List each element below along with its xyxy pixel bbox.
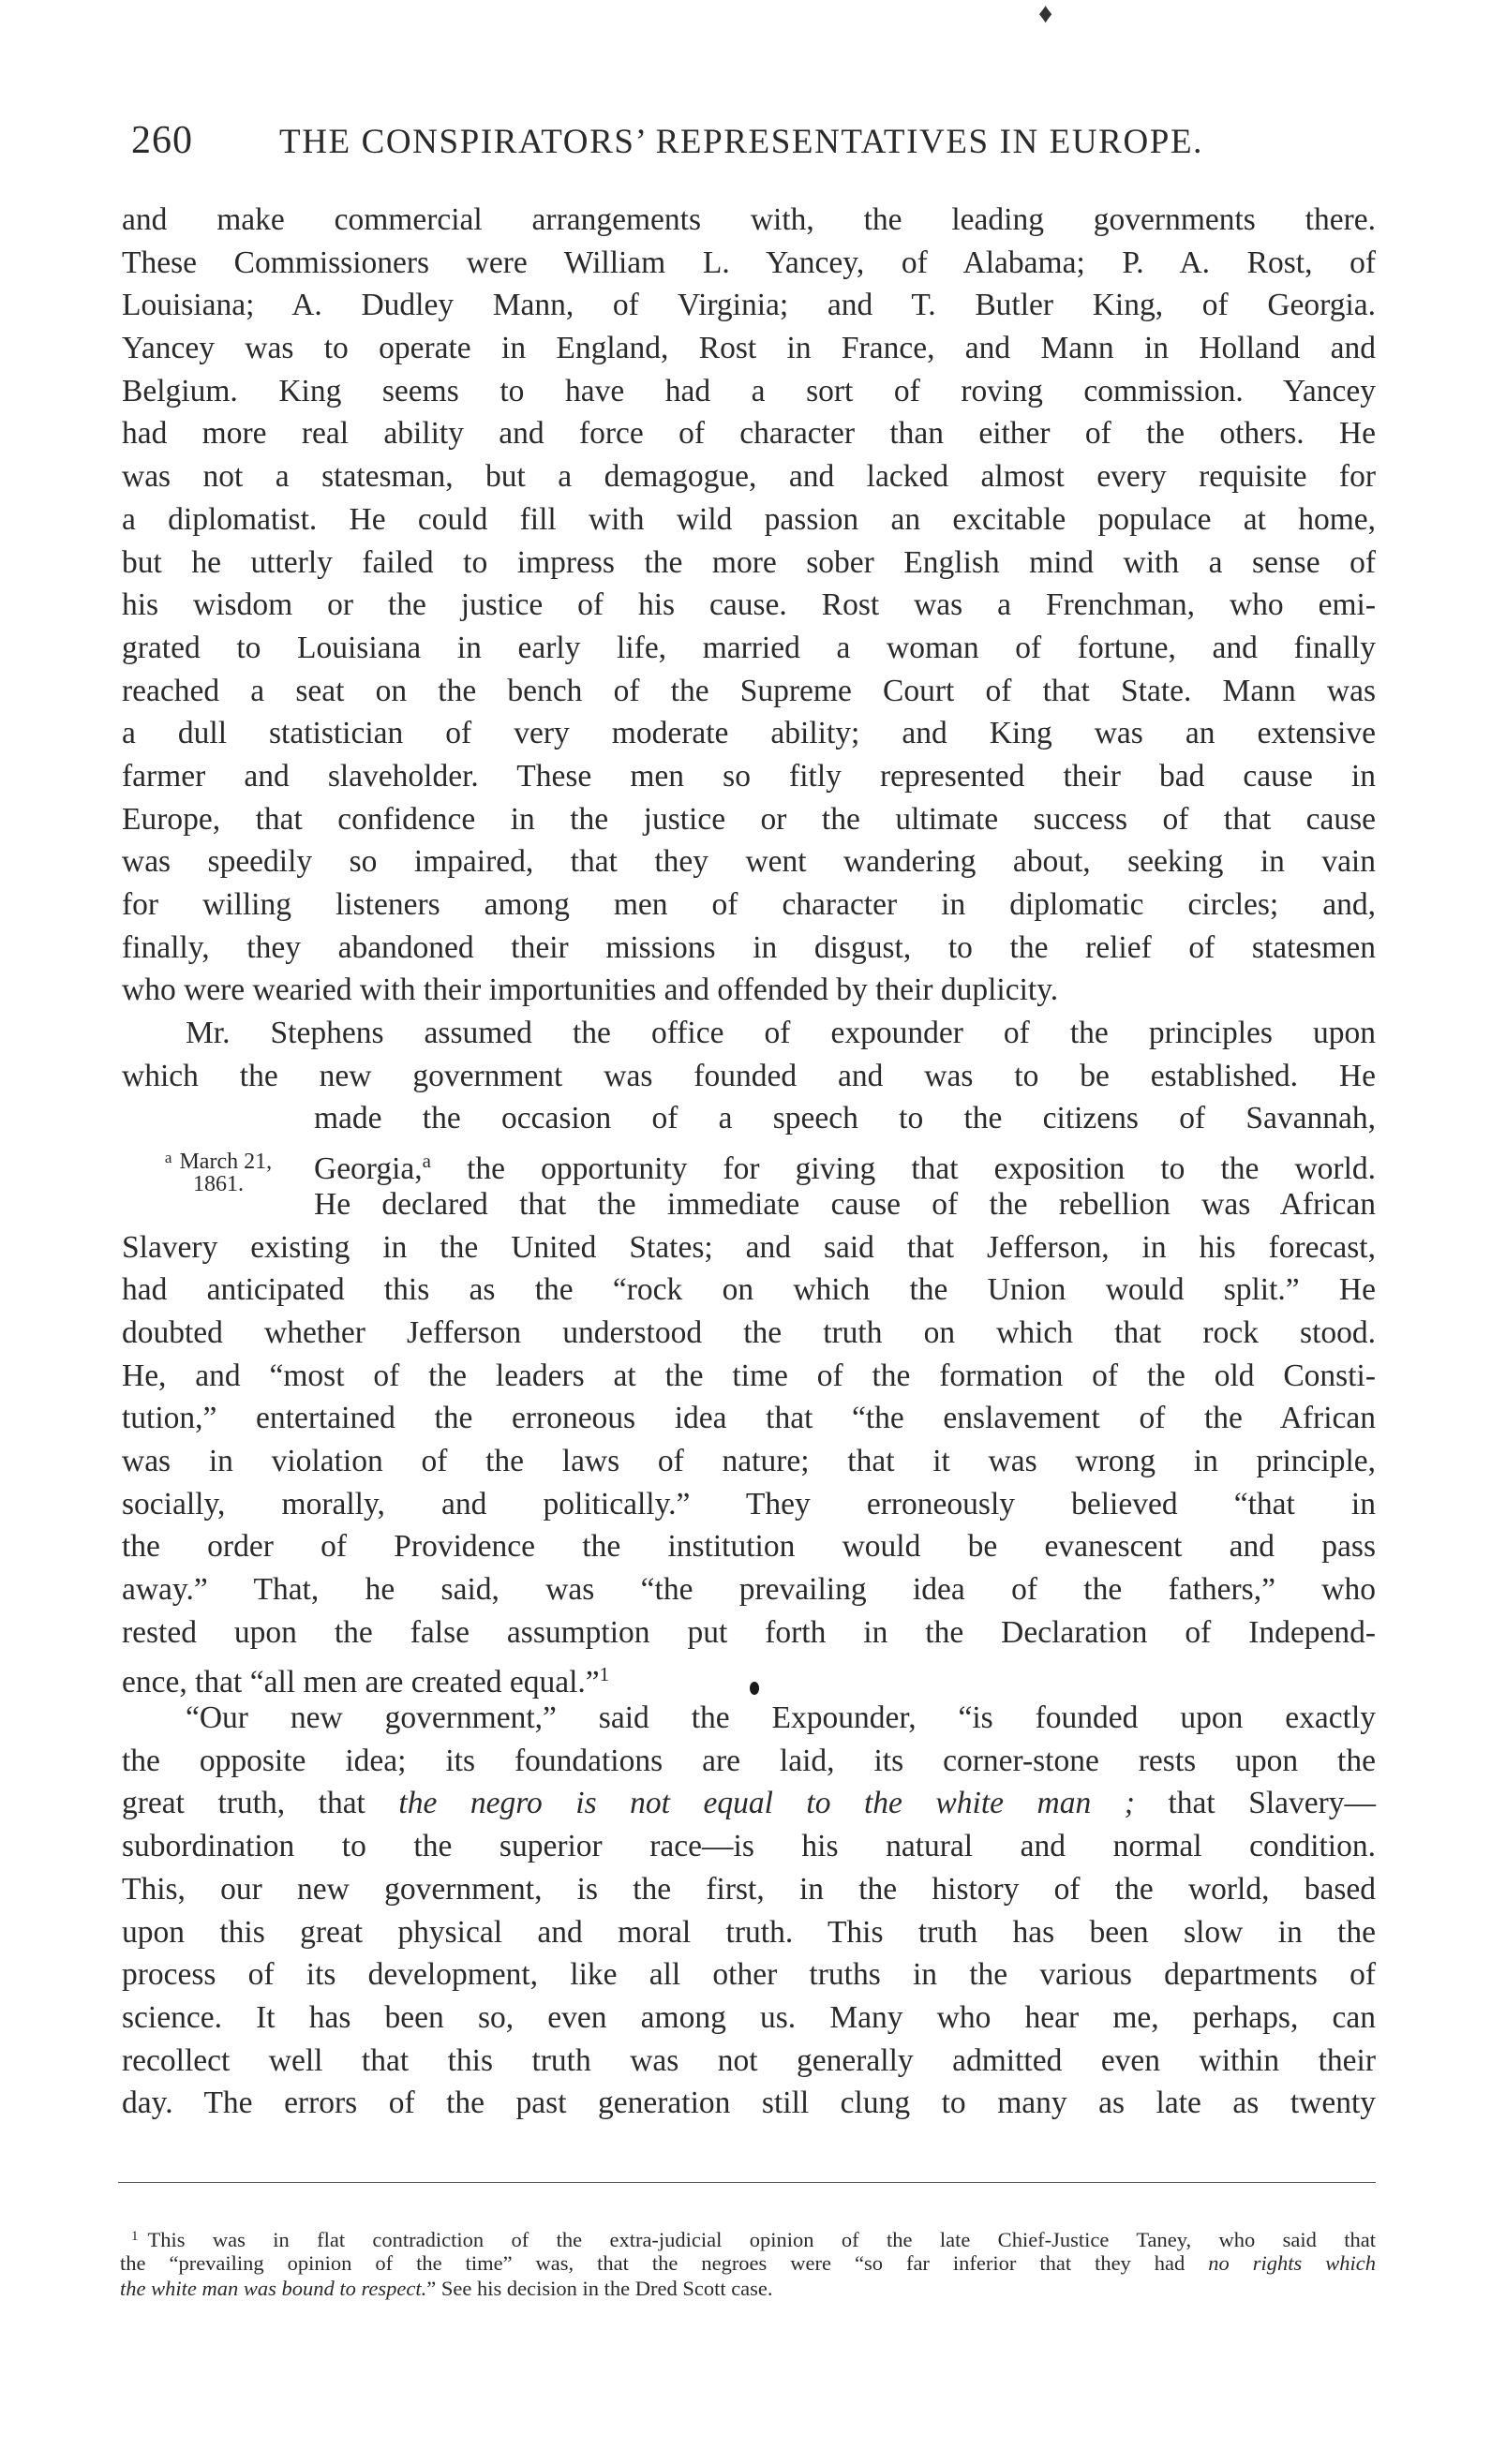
page-header: [131, 118, 1378, 174]
body-line: Slavery existing in the United States; and said that Jefferson, in his forecast,: [122, 1229, 1376, 1265]
margin-note-line-2: 1861.: [193, 1172, 244, 1196]
body-line: the opposite idea; its foundations are laid, its corner-stone rests upon the: [122, 1743, 1376, 1778]
body-line-fragment: that Slavery—: [1168, 1786, 1377, 1821]
body-line-with-footnote: [122, 1654, 1376, 1700]
body-line: the order of Providence the institution would be evanescent and pass: [122, 1529, 1376, 1565]
body-line: science. It has been so, even among us. Many who hear me, perhaps, can: [122, 1999, 1376, 2035]
sidenote-reference: a: [422, 1150, 431, 1173]
body-line: tution,” entertained the erroneous idea that “the enslavement of the African: [122, 1401, 1376, 1436]
footnote-text: the “prevailing opinion of the time” was, that the negroes were “so far inferior that they had: [120, 2250, 1185, 2275]
body-line: rested upon the false assumption put forth in the Declaration of Independ-: [122, 1614, 1376, 1650]
corner-mark: ♦: [1038, 0, 1053, 29]
body-line-with-italic: [122, 1782, 1376, 1825]
body-line: farmer and slaveholder. These men so fitly represented their bad cause in: [122, 758, 1376, 794]
body-line: He declared that the immediate cause of the rebellion was African: [314, 1186, 1376, 1222]
footnote-line: [120, 2276, 1376, 2302]
body-line: was not a statesman, but a demagogue, and lacked almost every requisite for: [122, 459, 1376, 495]
footnotes: [120, 2224, 1376, 2302]
footnote-italic: the white man was bound to respect.: [120, 2277, 427, 2300]
body-line: was in violation of the laws of nature; that it was wrong in principle,: [122, 1443, 1376, 1478]
body-line: Yancey was to operate in England, Rost in France, and Mann in Holland and: [122, 331, 1376, 366]
body-line: socially, morally, and politically.” They erroneously believed “that in: [122, 1486, 1376, 1521]
body-line: grated to Louisiana in early life, married a woman of fortune, and finally: [122, 630, 1376, 665]
footnote-italic: no rights which: [1208, 2250, 1376, 2275]
body-line: was speedily so impaired, that they went wandering about, seeking in vain: [122, 844, 1376, 880]
body-line: who were wearied with their importunities and offended by their duplicity.: [122, 972, 1059, 1008]
italic-quote: the negro is not equal to the white man ;: [398, 1786, 1135, 1821]
body-line: for willing listeners among men of character in diplomatic circles; and,: [122, 887, 1376, 922]
footnote-marker: 1: [131, 2229, 139, 2244]
running-head: THE CONSPIRATORS’ REPRESENTATIVES IN EUROPE.: [279, 123, 1204, 161]
body-line: made the occasion of a speech to the citizens of Savannah,: [314, 1101, 1376, 1136]
footnote-text: This was in flat contradiction of the extra-judicial opinion of the late Chief-Justice Taney, who said that: [147, 2228, 1376, 2251]
body-line: These Commissioners were William L. Yancey, of Alabama; P. A. Rost, of: [122, 245, 1376, 280]
body-line-fragment: great truth, that: [122, 1786, 365, 1821]
body-line: subordination to the superior race—is his natural and normal condition.: [122, 1829, 1376, 1864]
body-line-fragment: Georgia,: [314, 1151, 423, 1187]
body-line: but he utterly failed to impress the more sober English mind with a sense of: [122, 544, 1376, 580]
body-line: Mr. Stephens assumed the office of expounder of the principles upon: [186, 1016, 1376, 1051]
body-line-fragment: ence, that “all men are created equal.”: [122, 1665, 600, 1700]
body-line: upon this great physical and moral truth. This truth has been slow in the: [122, 1914, 1376, 1950]
body-line: day. The errors of the past generation still clung to many as late as twenty: [122, 2085, 1376, 2121]
margin-note-marker: a: [164, 1149, 172, 1166]
ink-spot-mark: [750, 1682, 759, 1695]
body-line: This, our new government, is the first, in the history of the world, based: [122, 1871, 1376, 1907]
body-line: which the new government was founded and was to be established. He: [122, 1058, 1376, 1093]
body-line: process of its development, like all other truths in the various departments of: [122, 1957, 1376, 1993]
body-line: had more real ability and force of character than either of the others. He: [122, 416, 1376, 452]
body-line-fragment: the opportunity for giving that exposition to the world.: [467, 1151, 1377, 1187]
footnote-reference: 1: [599, 1663, 610, 1686]
page-number: 260: [131, 119, 193, 162]
body-line: “Our new government,” said the Expounder, “is founded upon exactly: [186, 1700, 1376, 1736]
body-line: and make commercial arrangements with, the leading governments there.: [122, 202, 1376, 237]
body-text: [122, 199, 1376, 2125]
body-line: Louisiana; A. Dudley Mann, of Virginia; and T. Butler King, of Georgia.: [122, 288, 1376, 323]
body-line: recollect well that this truth was not generally admitted even within their: [122, 2042, 1376, 2078]
body-line: Belgium. King seems to have had a sort of roving commission. Yancey: [122, 373, 1376, 408]
body-line: He, and “most of the leaders at the time of the formation of the old Consti-: [122, 1358, 1376, 1393]
body-line: a diplomatist. He could fill with wild passion an excitable populace at home,: [122, 501, 1376, 537]
footnote-line: [120, 2250, 1376, 2277]
footnote-divider: [118, 2182, 1376, 2183]
body-line: his wisdom or the justice of his cause. Rost was a Frenchman, who emi-: [122, 587, 1376, 623]
body-line: doubted whether Jefferson understood the truth on which that rock stood.: [122, 1314, 1376, 1350]
body-line: away.” That, he said, was “the prevailing idea of the fathers,” who: [122, 1572, 1376, 1607]
footnote-text: ” See his decision in the Dred Scott case.: [426, 2277, 773, 2300]
body-line: Europe, that confidence in the justice or the ultimate success of that cause: [122, 801, 1376, 837]
margin-note-line-1: March 21,: [179, 1150, 273, 1174]
body-line: had anticipated this as the “rock on which the Union would split.” He: [122, 1272, 1376, 1308]
body-line: a dull statistician of very moderate ability; and King was an extensive: [122, 716, 1376, 751]
footnote-line: [120, 2224, 1376, 2250]
body-line: reached a seat on the bench of the Supreme Court of that State. Mann was: [122, 673, 1376, 708]
body-line: finally, they abandoned their missions in disgust, to the relief of statesmen: [122, 929, 1376, 965]
